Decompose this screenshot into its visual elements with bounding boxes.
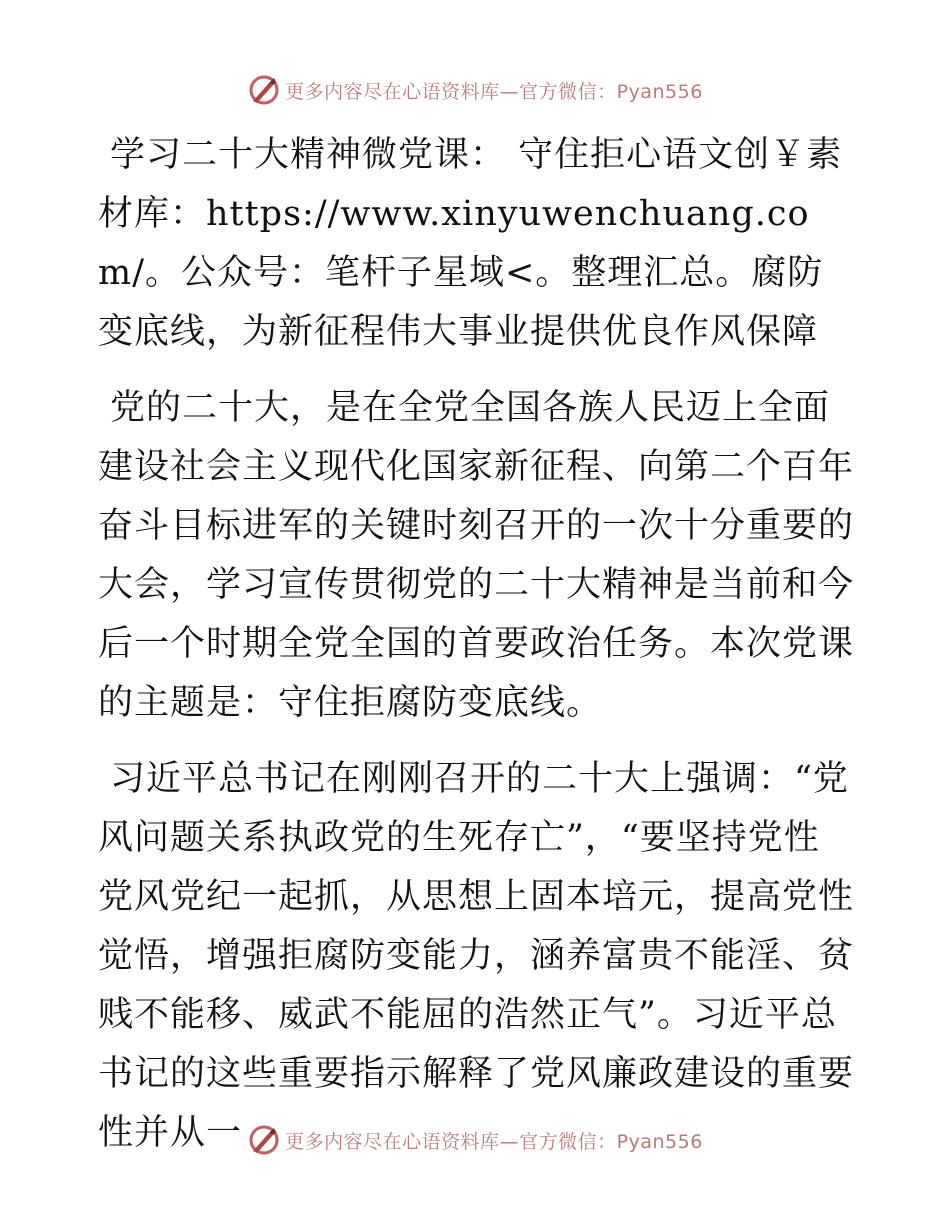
document-body (98, 126, 854, 1180)
paragraph-title (98, 126, 854, 362)
paragraph-text: 党的二十大，是在全党全国各族人民迈上全面建设社会主义现代化国家新征程、向第二个百年奋斗目标进军的关键时刻召开的一次十分重要的大会，学习宣传贯彻党的二十大精神是当前和今后一个时期全党全国的首要政治任务。本次党课的主题是：守住拒腐防变底线。 (98, 388, 855, 723)
footer-watermark (0, 1120, 950, 1160)
paragraph-quote (98, 750, 854, 1163)
pen-logo-icon (247, 73, 281, 107)
watermark-text: 更多内容尽在心语资料库—官方微信：Pyan556 (285, 80, 703, 103)
paragraph-text: 习近平总书记在刚刚召开的二十大上强调：“党风问题关系执政党的生死存亡”，“要坚持党性党风党纪一起抓，从思想上固本培元，提高党性觉悟，增强拒腐防变能力，涵养富贵不能淫、贫贱不能移、威武不能屈的浩然正气”。习近平总书记的这些重要指示解释了党风廉政建设的重要性并从一 (98, 759, 855, 1153)
paragraph-text: 学习二十大精神微党课： 守住拒心语文创￥素材库：https://www.xinyuwenchuang.com/。公众号：笔杆子星域<。整理汇总。腐防变底线，为新征程伟大事业提供优良作风保障 (98, 135, 843, 352)
pen-logo-icon (247, 1123, 281, 1157)
header-watermark (0, 70, 950, 110)
paragraph-intro (98, 379, 854, 733)
watermark-text: 更多内容尽在心语资料库—官方微信：Pyan556 (285, 1130, 703, 1153)
